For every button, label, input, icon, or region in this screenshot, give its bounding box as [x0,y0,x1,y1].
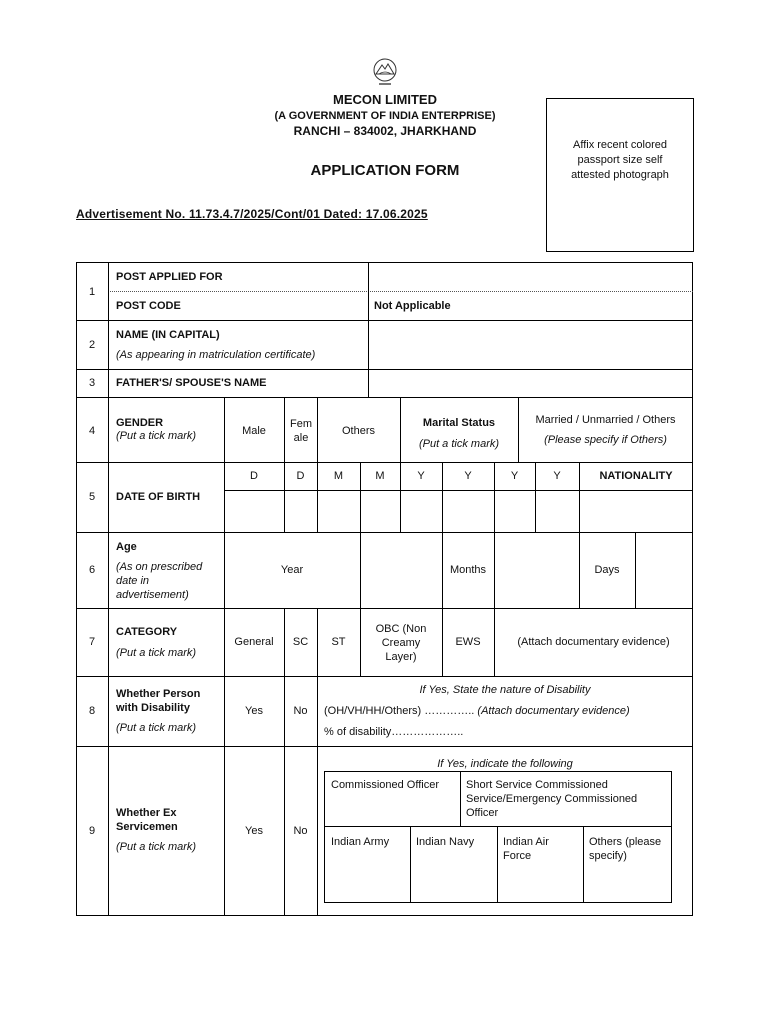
dob-year-4: Y [553,470,561,482]
name-note: (As appearing in matriculation certificate) [116,349,316,361]
mecon-logo [370,56,400,88]
dob-year-3: Y [510,470,519,482]
nationality-label: NATIONALITY [599,470,673,482]
ex-servicemen-note: (Put a tick mark) [116,841,197,853]
category-obc-option[interactable]: OBC (Non Creamy Layer) [375,623,427,663]
category-label: CATEGORY [116,626,178,638]
company-address: RANCHI – 834002, JHARKHAND [293,124,477,138]
row-number-1: 1 [88,286,96,298]
category-sc-option[interactable]: SC [292,636,309,648]
photo-box [546,98,694,252]
indian-army-cell[interactable]: Indian Army [331,836,390,848]
gender-label: GENDER [116,417,164,429]
row-number-9: 9 [88,825,96,837]
dob-month-1: M [333,470,344,482]
ex-servicemen-no-option[interactable]: No [293,825,308,837]
dob-day-1: D [250,470,258,482]
post-applied-label: POST APPLIED FOR [116,271,223,283]
company-name: MECON LIMITED [333,92,437,107]
disability-label: Whether Person with Disability [116,688,201,714]
disability-types-prefix: (OH/VH/HH/Others) ………….. [324,705,475,717]
marital-status-note: (Put a tick mark) [418,438,500,450]
age-label: Age [116,541,137,553]
row-number-2: 2 [88,339,96,351]
name-label: NAME (IN CAPITAL) [116,329,220,341]
row-number-6: 6 [88,564,96,576]
others-cell[interactable]: Others (please specify) [589,836,662,862]
post-code-value: Not Applicable [374,300,451,312]
commissioned-officer-cell[interactable]: Commissioned Officer [331,779,439,791]
age-note: (As on prescribed date in advertisement) [116,561,203,601]
dob-year-1: Y [417,470,425,482]
row-number-7: 7 [88,636,96,648]
indian-air-force-cell[interactable]: Indian Air Force [503,836,549,862]
category-st-option[interactable]: ST [331,636,346,648]
dob-day-2: D [296,470,305,482]
marital-status-label: Marital Status [422,417,496,429]
category-attach-note: (Attach documentary evidence) [517,636,670,648]
row-number-3: 3 [88,377,96,389]
age-months-label: Months [449,564,487,576]
category-note: (Put a tick mark) [116,647,197,659]
row-number-5: 5 [88,491,96,503]
disability-types [324,704,630,718]
row-number-8: 8 [88,705,96,717]
dob-month-2: M [375,470,385,482]
indian-navy-cell[interactable]: Indian Navy [416,836,475,848]
gender-female-option[interactable]: Fem ale [290,418,312,444]
disability-percent: % of disability……………….. [324,726,464,738]
row-number-4: 4 [88,425,96,437]
gender-others-option[interactable]: Others [341,425,375,437]
category-general-option[interactable]: General [234,636,274,648]
disability-attach-note: (Attach documentary evidence) [477,705,630,717]
gender-note: (Put a tick mark) [116,430,197,442]
disability-if-yes: If Yes, State the nature of Disability [419,684,591,696]
marital-status-options[interactable]: Married / Unmarried / Others [535,414,676,426]
ex-servicemen-label: Whether Ex Servicemen [116,807,178,833]
disability-note: (Put a tick mark) [116,722,197,734]
father-spouse-name-label: FATHER'S/ SPOUSE'S NAME [116,377,267,389]
date-of-birth-label: DATE OF BIRTH [116,491,201,503]
ex-servicemen-yes-option[interactable]: Yes [245,825,263,837]
ex-servicemen-if-yes: If Yes, indicate the following [437,758,573,770]
age-days-label: Days [594,564,620,576]
age-year-label: Year [280,564,304,576]
photo-box-text: Affix recent colored passport size self attested photograph [571,138,669,181]
category-ews-option[interactable]: EWS [455,636,481,648]
gender-male-option[interactable]: Male [242,425,266,437]
advertisement-number: Advertisement No. 11.73.4.7/2025/Cont/01 Dated: 17.06.2025 [76,207,428,221]
disability-yes-option[interactable]: Yes [245,705,263,717]
company-subtitle: (A GOVERNMENT OF INDIA ENTERPRISE) [274,110,496,122]
marital-status-specify: (Please specify if Others) [544,434,667,446]
dob-year-2: Y [464,470,472,482]
post-code-label: POST CODE [116,300,181,312]
short-service-cell[interactable]: Short Service Commissioned Service/Emergency Commissioned Officer [466,779,638,819]
disability-no-option[interactable]: No [293,705,308,717]
form-title: APPLICATION FORM [310,162,460,179]
